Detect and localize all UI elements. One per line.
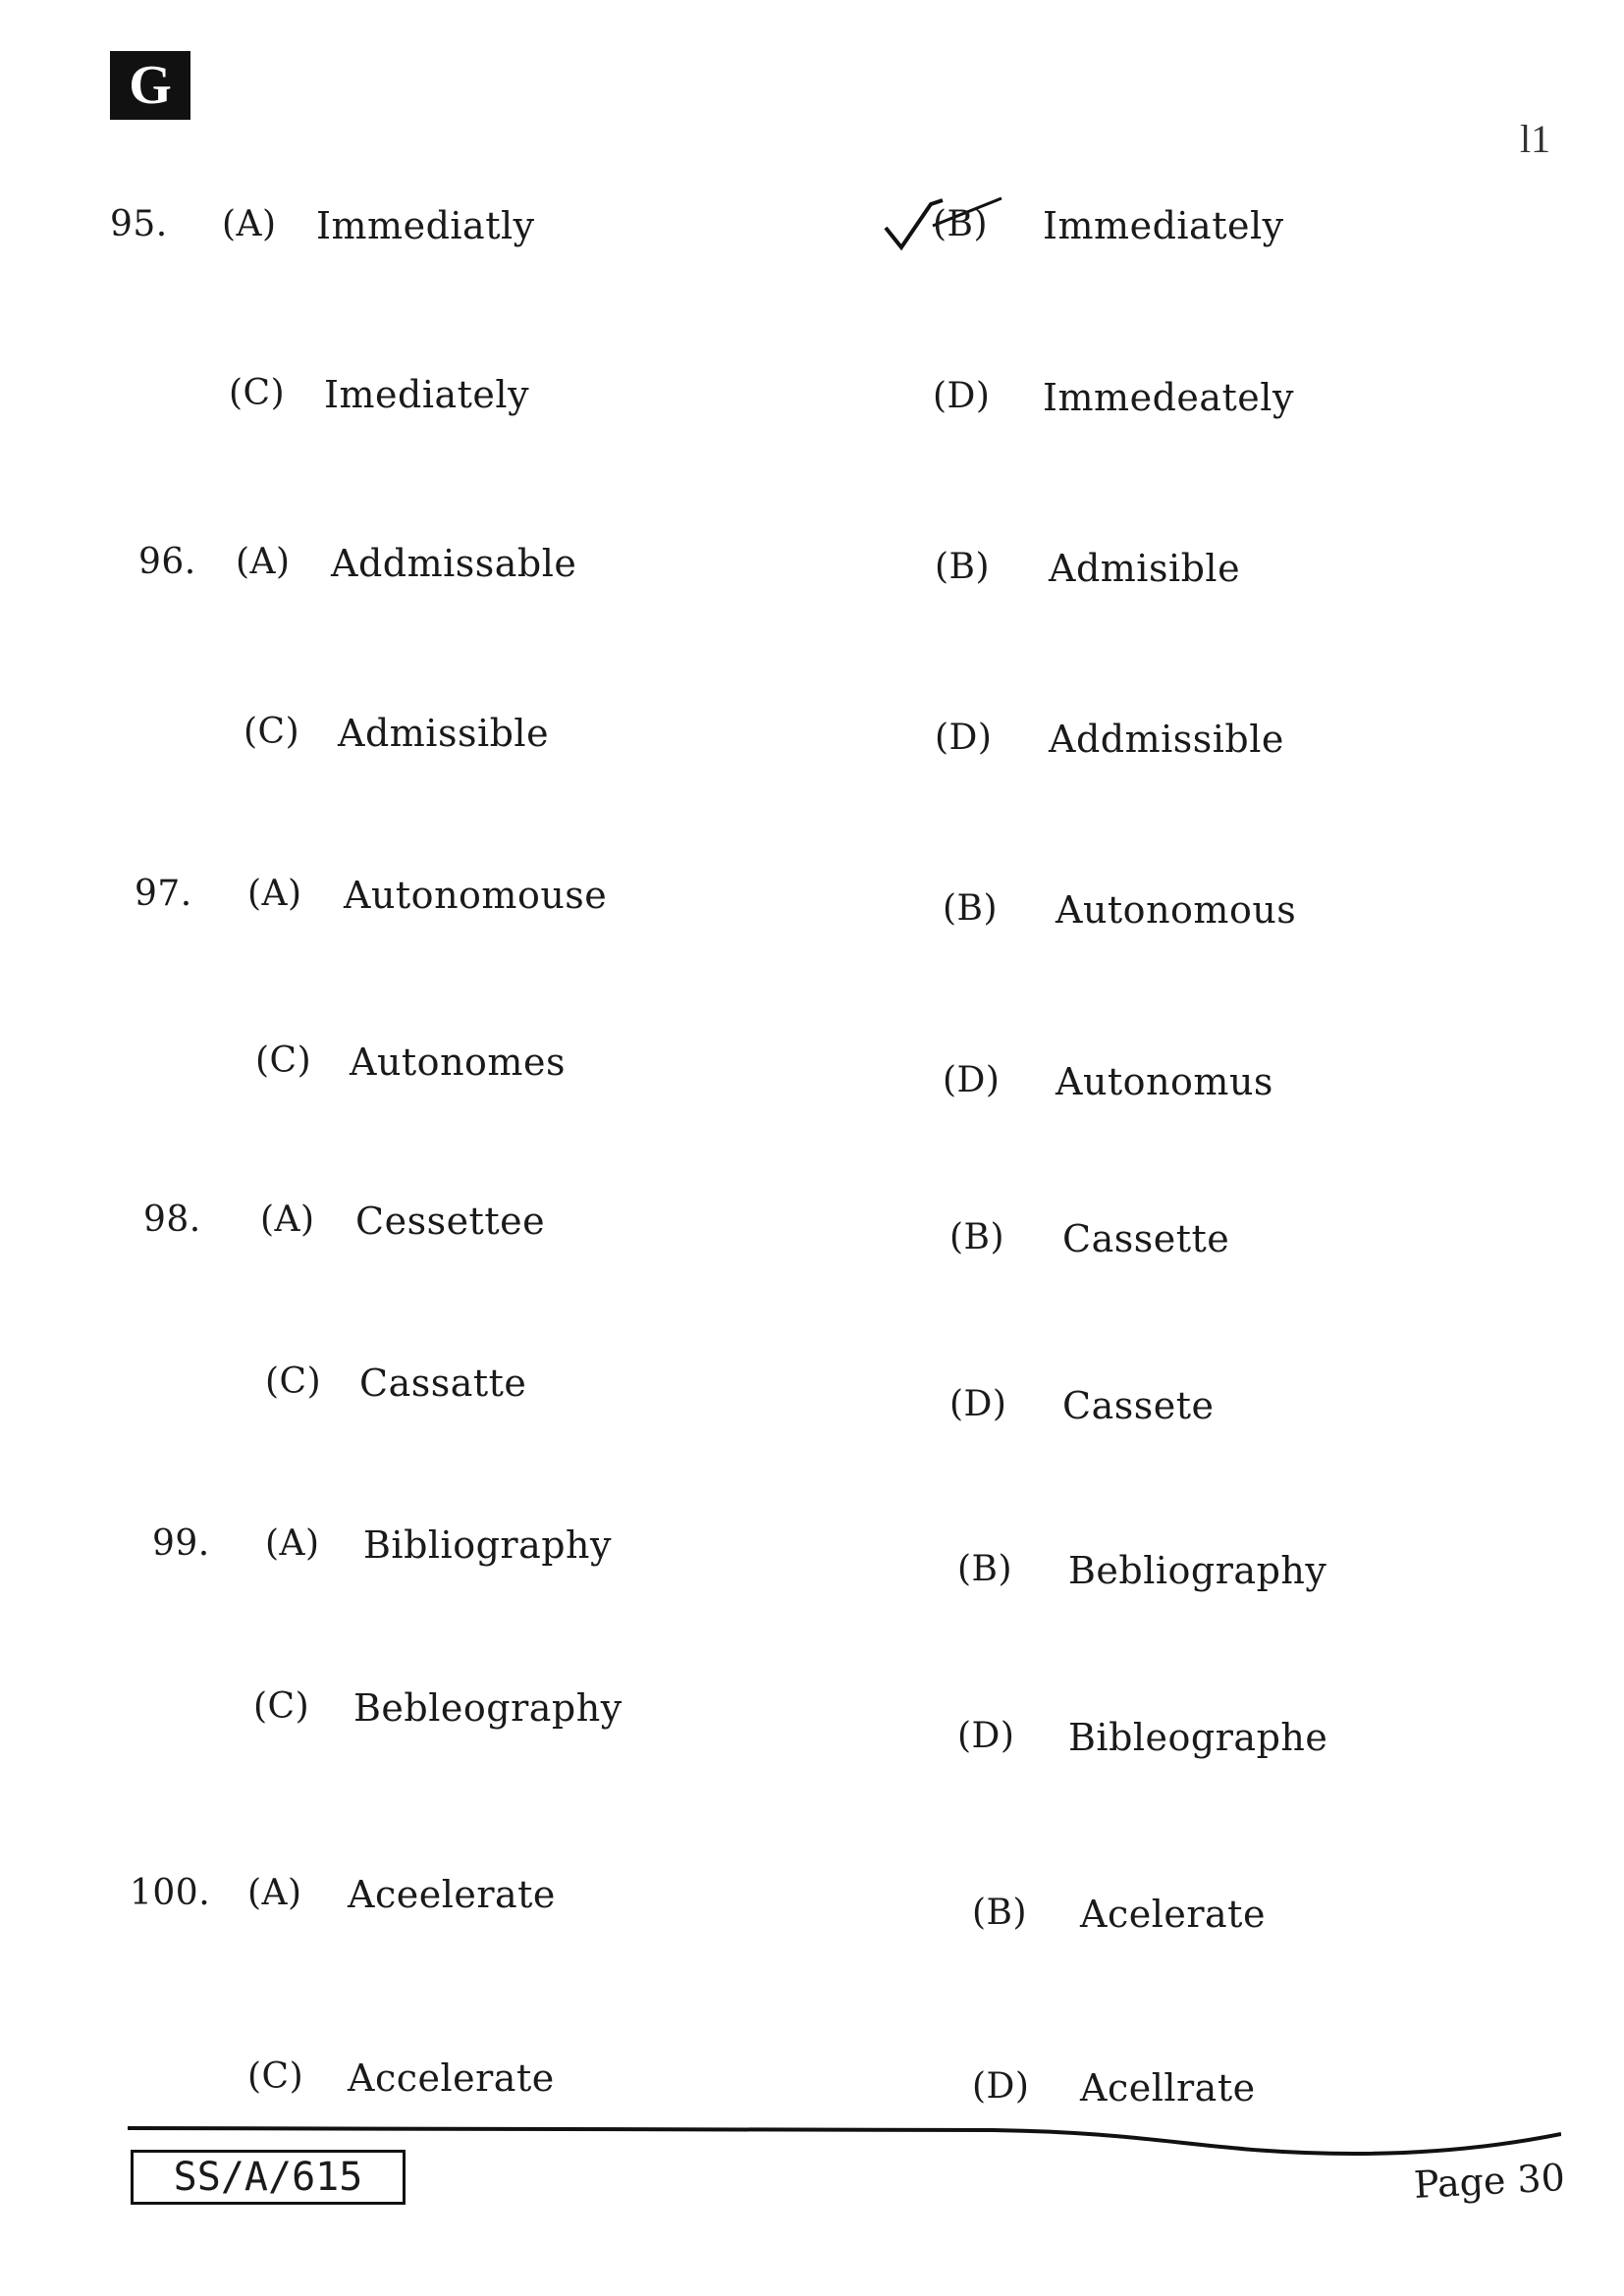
option-label: (B) — [943, 888, 999, 929]
option-label: (A) — [247, 1873, 302, 1913]
option-label: (C) — [229, 373, 286, 413]
question-number: 96. — [138, 542, 196, 582]
question-number: 99. — [152, 1523, 210, 1564]
option-label: (D) — [933, 376, 991, 416]
option-text: Addmissable — [331, 542, 577, 585]
option-label: (D) — [935, 718, 993, 758]
option-text: Immediately — [1043, 204, 1284, 247]
option-label: (A) — [236, 542, 291, 582]
option-text: Bibliography — [363, 1523, 612, 1567]
question-number: 95. — [110, 204, 168, 244]
option-text: Acellrate — [1080, 2066, 1256, 2109]
option-label: (C) — [253, 1686, 310, 1727]
option-label: (B) — [935, 547, 991, 587]
set-logo: G — [110, 51, 190, 120]
option-text: Immediatly — [316, 204, 535, 247]
option-text: Cassette — [1062, 1217, 1230, 1260]
option-label: (C) — [255, 1041, 312, 1081]
question-number: 100. — [130, 1873, 211, 1913]
option-label: (D) — [957, 1716, 1015, 1756]
option-label: (D) — [943, 1060, 1001, 1100]
corner-mark: l1 — [1520, 117, 1551, 161]
option-text: Bebliography — [1068, 1549, 1327, 1592]
option-text: Autonomouse — [344, 874, 608, 917]
option-text: Accelerate — [348, 2056, 555, 2100]
option-label: (A) — [265, 1523, 320, 1564]
option-text: Admissible — [338, 712, 550, 755]
option-text: Addmissible — [1049, 718, 1284, 761]
option-text: Autonomous — [1056, 888, 1297, 932]
option-text: Admisible — [1049, 547, 1241, 590]
option-text: Bebleography — [353, 1686, 623, 1730]
option-text: Cessettee — [355, 1200, 546, 1243]
option-text: Cassete — [1062, 1384, 1215, 1427]
option-label: (B) — [972, 1893, 1028, 1933]
option-label: (C) — [244, 712, 300, 752]
option-label: (D) — [972, 2066, 1030, 2107]
page-number: Page 30 — [1412, 2156, 1566, 2207]
question-number: 98. — [143, 1200, 201, 1240]
option-text: Aceelerate — [348, 1873, 556, 1916]
option-label: (C) — [265, 1362, 322, 1402]
question-number: 97. — [135, 874, 192, 914]
option-text: Acelerate — [1080, 1893, 1266, 1936]
option-label: (A) — [222, 204, 277, 244]
option-label: (B) — [933, 204, 989, 244]
option-label: (C) — [247, 2056, 304, 2097]
option-label: (B) — [949, 1217, 1005, 1257]
option-text: Imediately — [324, 373, 530, 416]
option-text: Immedeately — [1043, 376, 1294, 419]
option-label: (A) — [247, 874, 302, 914]
option-label: (D) — [949, 1384, 1007, 1424]
option-text: Bibleographe — [1068, 1716, 1328, 1759]
paper-code: SS/A/615 — [131, 2150, 406, 2205]
option-text: Cassatte — [359, 1362, 527, 1405]
option-label: (A) — [260, 1200, 315, 1240]
option-text: Autonomes — [350, 1041, 566, 1084]
option-text: Autonomus — [1056, 1060, 1273, 1103]
option-label: (B) — [957, 1549, 1013, 1589]
